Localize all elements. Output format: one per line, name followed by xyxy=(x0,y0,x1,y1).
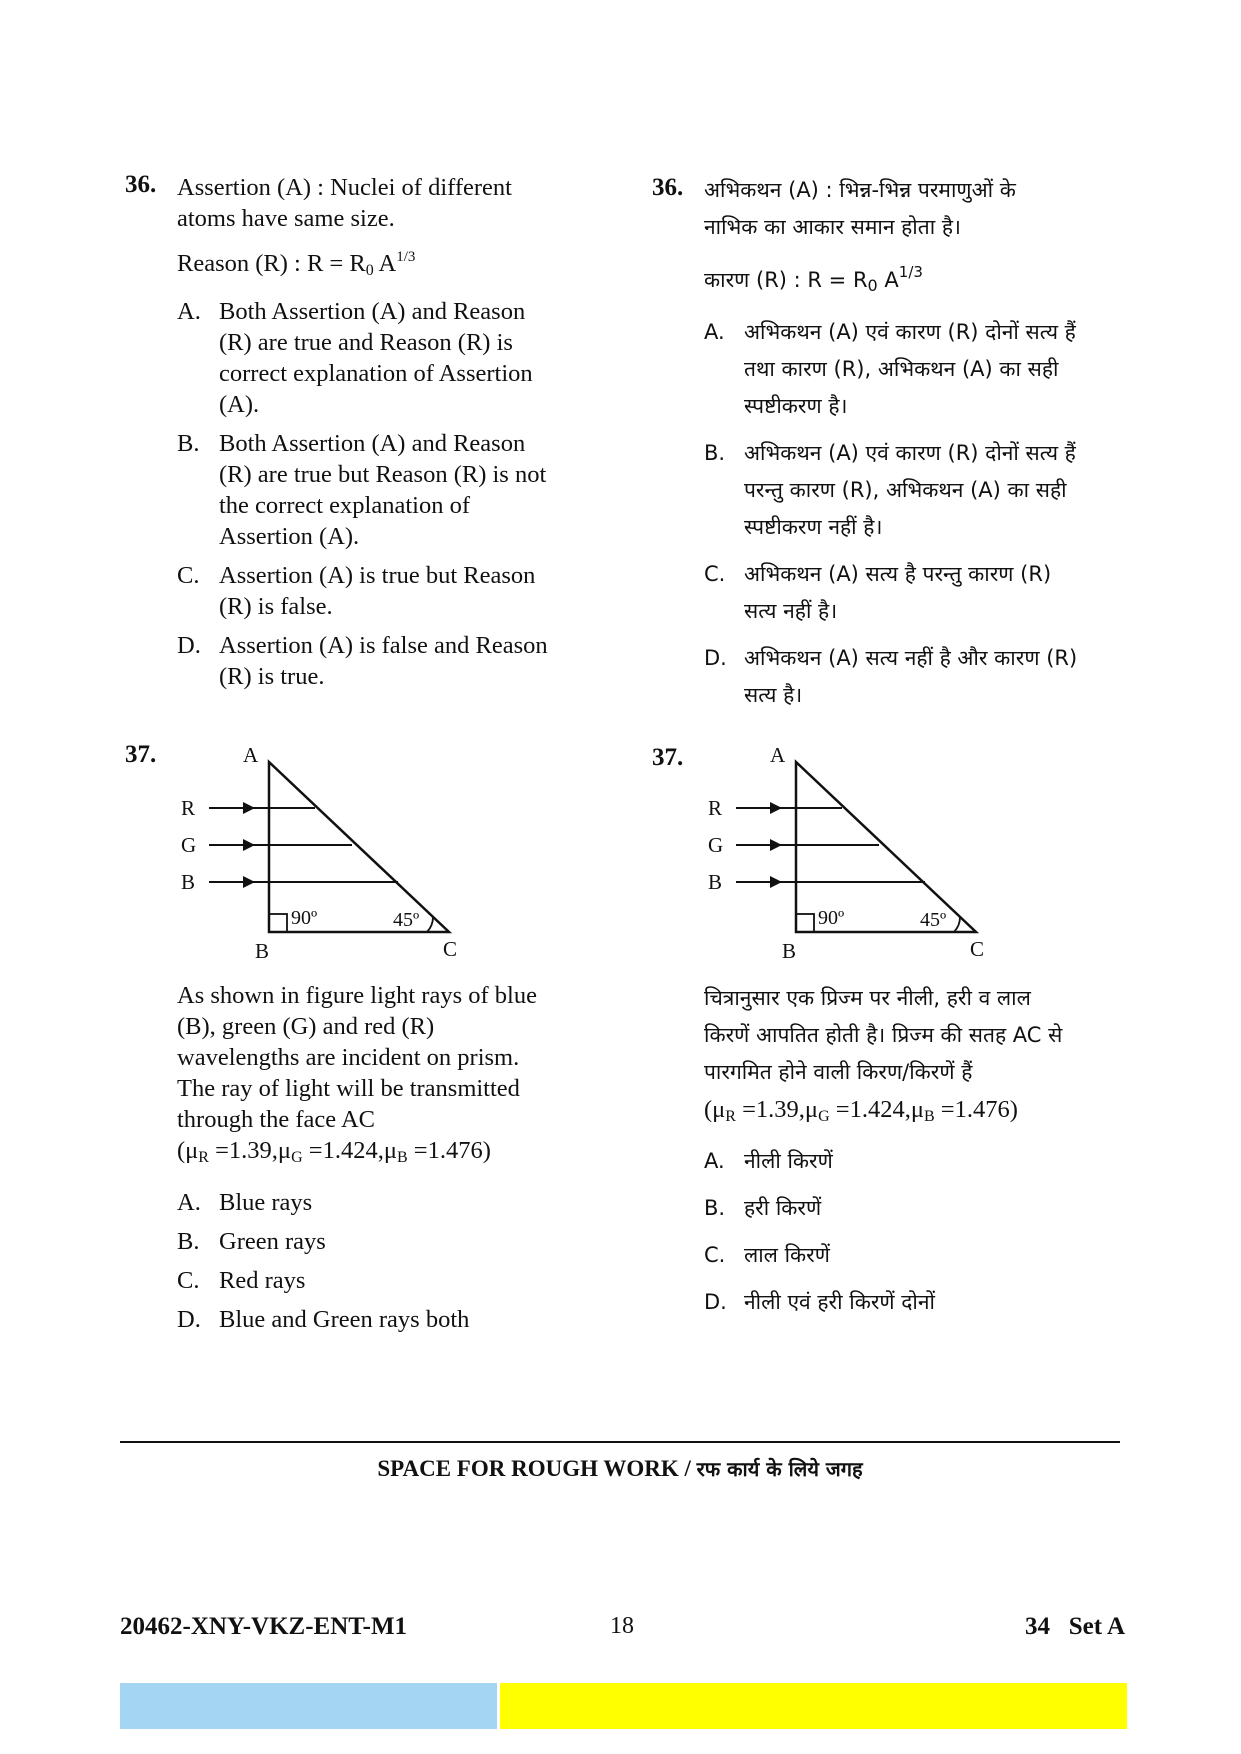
english-column xyxy=(125,172,565,700)
option-d[interactable]: D. Assertion (A) is false and Reason (R) is true. xyxy=(177,632,548,690)
vertex-a-label: A xyxy=(770,743,786,767)
stem-line: (B), green (G) and red (R) xyxy=(177,1013,435,1040)
stem-line: The ray of light will be transmitted xyxy=(177,1075,520,1102)
vertex-c-label: C xyxy=(970,937,985,961)
stem-line: wavelengths are incident on prism. xyxy=(177,1044,520,1071)
options-list xyxy=(704,314,1122,714)
color-bar-yellow xyxy=(500,1683,1127,1729)
color-bar-blue xyxy=(120,1683,497,1729)
question-number: 37. xyxy=(652,744,684,771)
question-number: 37. xyxy=(125,741,157,768)
options-list xyxy=(704,1143,1122,1321)
ray-b-label: B xyxy=(708,870,723,894)
refractive-indices: $(\mu_R =1.39,\mu_G =1.424,\mu_B =1.476)$ xyxy=(177,1137,491,1166)
option-d[interactable]: D. नीली एवं हरी किरणें दोनों xyxy=(704,1290,935,1314)
page-number: 18 xyxy=(610,1613,634,1639)
assertion-line: अभिकथन (A) : भिन्न-भिन्न परमाणुओं के xyxy=(704,178,1016,202)
option-d[interactable]: D. Blue and Green rays both xyxy=(177,1306,470,1333)
ray-g-label: G xyxy=(181,833,197,857)
divider xyxy=(120,1441,1120,1443)
vertex-c-label: C xyxy=(443,937,458,961)
option-c[interactable]: C. अभिकथन (A) सत्य है परन्तु कारण (R) सत्य नहीं है। xyxy=(704,562,1052,623)
stem-line: through the face AC xyxy=(177,1106,375,1133)
options-list xyxy=(177,296,565,692)
rough-work-heading: SPACE FOR ROUGH WORK / रफ कार्य के लिये जगह xyxy=(377,1456,863,1481)
option-d[interactable]: D. अभिकथन (A) सत्य नहीं है और कारण (R) सत्य है। xyxy=(704,646,1078,707)
vertex-b-label: B xyxy=(782,939,797,962)
prism-diagram xyxy=(169,742,469,962)
reason-formula: Reason (R) : $R = R_0$ $A^{1/3}$ xyxy=(177,249,416,279)
stem-line: किरणें आपतित होती है। प्रिज्म की सतह AC से xyxy=(704,1023,1063,1047)
question-37-hi xyxy=(652,742,1122,1321)
stem-line: चित्रानुसार एक प्रिज्म पर नीली, हरी व लाल xyxy=(704,986,1031,1010)
question-37-en xyxy=(125,742,565,1335)
right-angle-label: 90º xyxy=(818,907,845,929)
stem-line: As shown in figure light rays of blue xyxy=(177,982,537,1009)
prism-diagram xyxy=(696,742,996,962)
right-angle-label: 90º xyxy=(291,907,318,929)
option-b[interactable]: B. अभिकथन (A) एवं कारण (R) दोनों सत्य हैं परन्तु कारण (R), अभिकथन (A) का सही स्पष्टीकरण नहीं है। xyxy=(704,441,1076,539)
refractive-indices: $(\mu_R =1.39,\mu_G =1.424,\mu_B =1.476)$ xyxy=(704,1096,1018,1125)
ray-b-label: B xyxy=(181,870,196,894)
question-37-hi-block xyxy=(652,738,1122,1331)
option-b[interactable]: B. हरी किरणें xyxy=(704,1196,822,1220)
option-c[interactable]: C. लाल किरणें xyxy=(704,1243,830,1267)
assertion-line: atoms have same size. xyxy=(177,205,395,232)
option-c[interactable]: C. Assertion (A) is true but Reason (R) is false. xyxy=(177,562,536,620)
hindi-column xyxy=(652,172,1122,724)
question-36-en xyxy=(125,172,565,692)
assertion-line: Assertion (A) : Nuclei of different xyxy=(177,174,512,201)
option-a[interactable]: A. अभिकथन (A) एवं कारण (R) दोनों सत्य हैं तथा कारण (R), अभिकथन (A) का सही स्पष्टीकरण है। xyxy=(704,320,1076,418)
assertion-line: नाभिक का आकार समान होता है। xyxy=(704,215,961,239)
paper-code: 20462-XNY-VKZ-ENT-M1 xyxy=(120,1613,408,1640)
ray-g-label: G xyxy=(708,833,724,857)
question-number: 36. xyxy=(125,171,157,198)
question-37-en-block xyxy=(125,738,565,1343)
option-c[interactable]: C. Red rays xyxy=(177,1267,306,1294)
set-label: 34 Set A xyxy=(1025,1613,1125,1640)
option-a[interactable]: A. नीली किरणें xyxy=(704,1149,833,1173)
vertex-a-label: A xyxy=(243,743,259,767)
question-number: 36. xyxy=(652,174,684,201)
angle-c-label: 45º xyxy=(920,909,947,931)
options-list xyxy=(177,1187,565,1335)
ray-r-label: R xyxy=(181,796,196,820)
ray-r-label: R xyxy=(708,796,723,820)
angle-c-label: 45º xyxy=(393,909,420,931)
reason-formula: कारण (R) : $R = R_0$ $A^{1/3}$ xyxy=(704,263,923,295)
option-a[interactable]: A. Both Assertion (A) and Reason (R) are true and Reason (R) is correct explanation of Assertion (A). xyxy=(177,298,533,418)
stem-line: पारगमित होने वाली किरण/किरणें हैं xyxy=(704,1060,973,1084)
question-36-hi xyxy=(652,172,1122,714)
option-b[interactable]: B. Green rays xyxy=(177,1228,326,1255)
option-a[interactable]: A. Blue rays xyxy=(177,1189,313,1216)
vertex-b-label: B xyxy=(255,939,270,962)
option-b[interactable]: B. Both Assertion (A) and Reason (R) are true but Reason (R) is not the correct explanation of Assertion (A). xyxy=(177,430,547,550)
